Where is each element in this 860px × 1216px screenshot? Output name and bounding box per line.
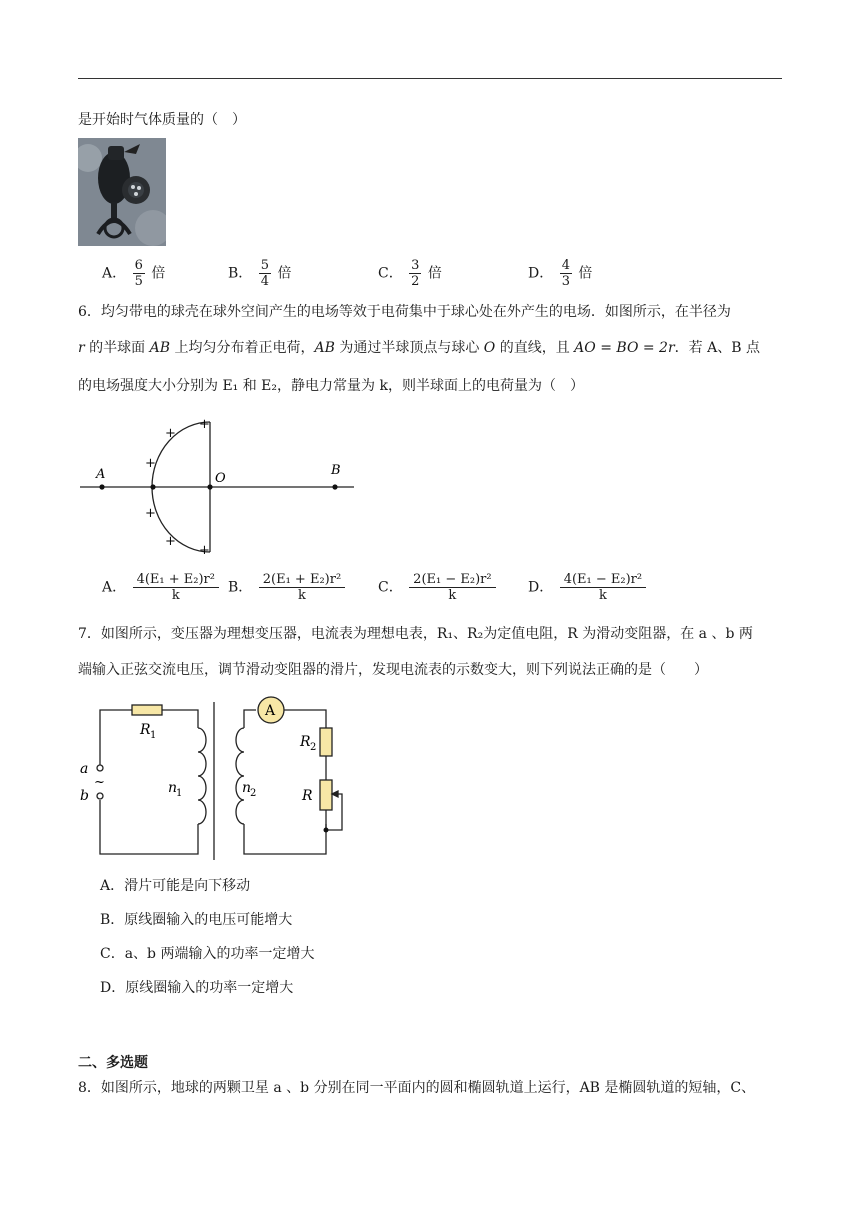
q5-option-d[interactable]: D． $\frac{4}{3}$ 倍 [528,258,593,289]
q6-line2: r 的半球面 AB 上均匀分布着正电荷，AB 为通过半球顶点与球心 O 的直线，且 AO = BO = 2r．若 A、B 点 [78,340,760,356]
q6-option-a[interactable]: A． $\frac{\text{4(E₁ + E₂)r²}}{k}$ [102,572,221,603]
q5-option-b[interactable]: B． $\frac{5}{4}$ 倍 [228,258,292,289]
r2-label: R [300,734,311,750]
header-rule [78,78,782,79]
r1-label: R [140,722,151,738]
q7-line2: 端输入正弦交流电压，调节滑动变阻器的滑片，发现电流表的示数变大，则下列说法正确的是（ ） [78,662,708,678]
q7-option-c[interactable]: C．a、b 两端输入的功率一定增大 [100,946,315,962]
n2-label: n [242,780,252,796]
label-a: A [96,467,106,482]
q5-option-c[interactable]: C． $\frac{3}{2}$ 倍 [378,258,442,289]
svg-text:1: 1 [150,730,157,741]
plus-sign: + [165,426,176,441]
kettle-photo [78,138,166,246]
label-b: B [331,463,341,478]
plus-sign: + [199,417,210,432]
n1-label: n [168,780,178,796]
label-o: O [215,471,226,486]
q6-line3: 的电场强度大小分别为 E₁ 和 E₂，静电力常量为 k，则半球面上的电荷量为（ ） [78,378,584,394]
r-label: R [302,788,313,804]
plus-sign: + [145,456,156,471]
ammeter-label: A [265,703,276,719]
svg-text:2: 2 [250,788,257,799]
q6-option-d[interactable]: D． $\frac{\text{4(E₁ − E₂)r²}}{k}$ [528,572,648,603]
q7-option-d[interactable]: D．原线圈输入的功率一定增大 [100,980,294,996]
q7-line1: 7．如图所示，变压器为理想变压器，电流表为理想电表，R₁、R₂为定值电阻，R 为滑动变阻器，在 a 、b 两 [78,626,753,642]
svg-text:2: 2 [310,742,317,753]
section-heading: 二、多选题 [78,1055,148,1071]
q8-line1: 8．如图所示，地球的两颗卫星 a 、b 分别在同一平面内的圆和椭圆轨道上运行，AB 是椭圆轨道的短轴，C、 [78,1080,756,1096]
ac-symbol: ~ [94,775,105,790]
q6-option-b[interactable]: B． $\frac{\text{2(E₁ + E₂)r²}}{k}$ [228,572,347,603]
q5-option-a[interactable]: A． $\frac{6}{5}$ 倍 [102,258,166,289]
plus-sign: + [165,534,176,549]
q7-option-a[interactable]: A．滑片可能是向下移动 [100,878,251,894]
plus-sign: + [145,506,156,521]
q6-line1: 6．均匀带电的球壳在球外空间产生的电场等效于电荷集中于球心处在外产生的电场．如图所示，在半径为 [78,304,731,320]
plus-sign: + [199,543,210,558]
terminal-a-label: a [80,761,89,777]
q6-option-c[interactable]: C． $\frac{\text{2(E₁ − E₂)r²}}{k}$ [378,572,498,603]
hemisphere-diagram [76,412,358,562]
q7-option-b[interactable]: B．原线圈输入的电压可能增大 [100,912,293,928]
transformer-circuit [76,694,366,864]
terminal-b-label: b [80,788,89,804]
q5-tail: 是开始时气体质量的（ ） [78,112,246,128]
svg-text:1: 1 [176,788,183,799]
